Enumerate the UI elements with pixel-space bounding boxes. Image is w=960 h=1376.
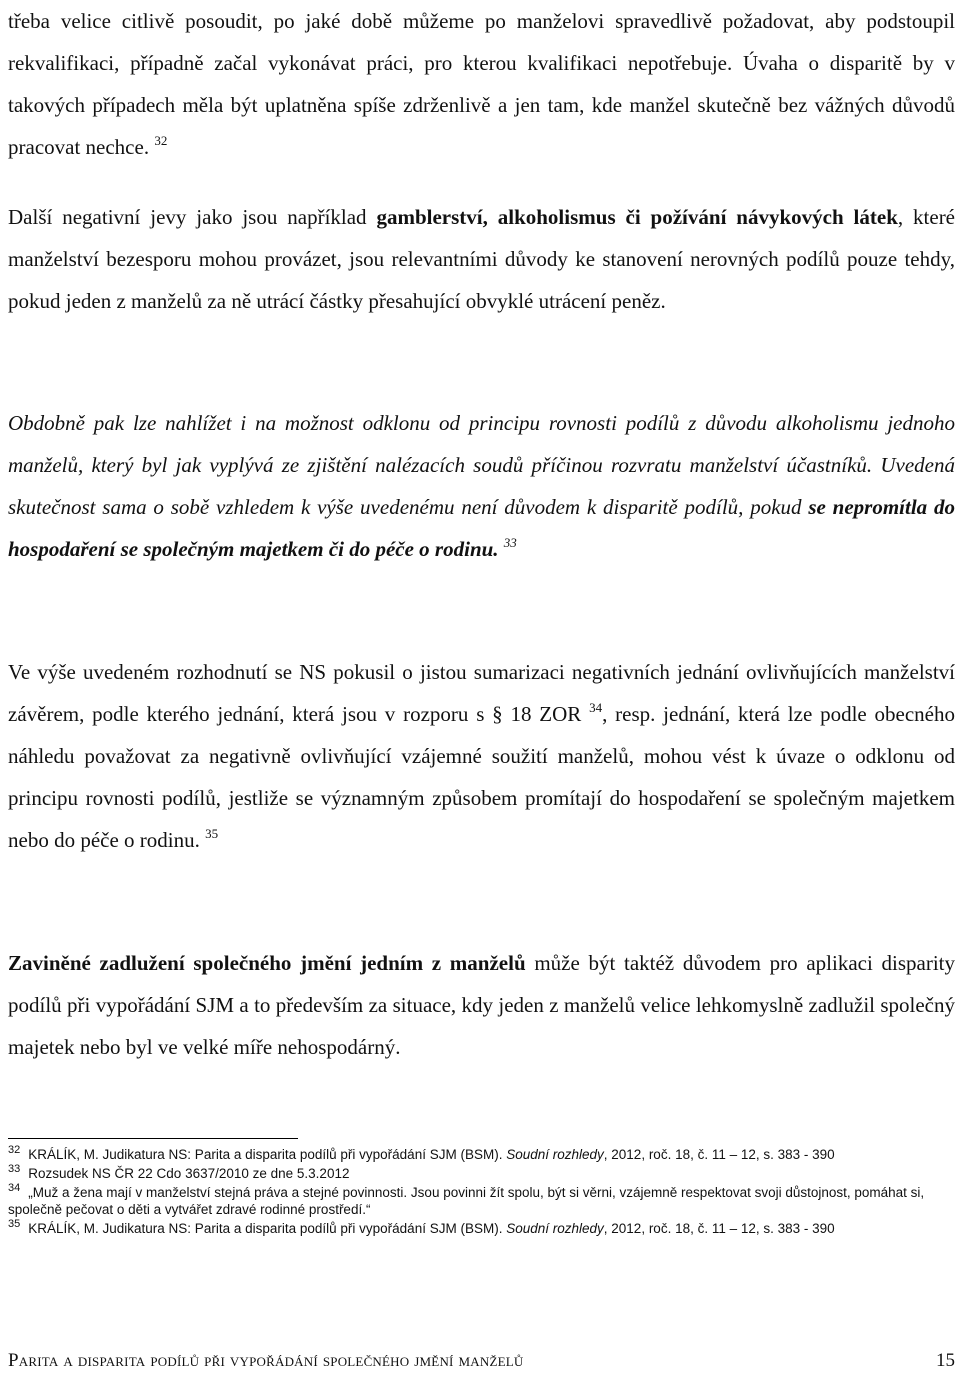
paragraph-2-text-b: , které manželství bezesporu mohou provázet, jsou relevantními důvody ke stanovení nerovných podílů pouze tehdy, pokud jeden z manželů za ně utrácí částky přesahující obvyklé utrácení peněz.: [8, 205, 956, 313]
footnote-separator: [8, 1138, 298, 1139]
footnote-ref-35: 35: [205, 826, 219, 841]
paragraph-3-bold-italic: se nepromítla do hospodaření se společným majetkem či do péče o rodinu.: [8, 495, 955, 561]
paragraph-2-text-a: Další negativní jevy jako jsou například: [8, 205, 377, 229]
footnote-number: 35: [8, 1218, 21, 1230]
footnote-text: KRÁLÍK, M. Judikatura NS: Parita a disparita podílů při vypořádání SJM (BSM).: [28, 1147, 507, 1162]
footnote-ref-33: 33: [503, 535, 517, 550]
footnote-32: [8, 1146, 955, 1163]
page-footer: [8, 1350, 955, 1372]
footnote-33: [8, 1165, 955, 1182]
footnote-ref-34: 34: [589, 700, 603, 715]
paragraph-1: [8, 0, 955, 168]
paragraph-3-italic: Obdobně pak lze nahlížet i na možnost odklonu od principu rovnosti podílů z důvodu alkoholismu jednoho manželů, který byl jak vyplývá ze zjištění nalézacích soudů příčinou rozvratu manželství účastníků. Uvedená skutečnost sama o sobě vzhledem k výše uvedenému není důvodem k disparitě podílů, pokud: [8, 411, 955, 519]
footnote-text: „Muž a žena mají v manželství stejná práva a stejné povinnosti. Jsou povinni žít spolu, být si věrni, vzájemně respektovat svoji důstojnost, pomáhat si, společně pečovat o děti a vytvářet zdravé rodinné prostředí.“: [8, 1185, 925, 1217]
footnote-ref-32: 32: [154, 133, 168, 148]
footnote-35: [8, 1220, 955, 1237]
footer-title: Parita a disparita podílů při vypořádání společného jmění manželů: [8, 1350, 524, 1371]
footnote-34: [8, 1184, 955, 1218]
footnote-journal: Soudní rozhledy: [506, 1221, 604, 1236]
paragraph-5-text: může být taktéž důvodem pro aplikaci disparity podílů při vypořádání SJM a to především za situace, kdy jeden z manželů velice lehkomyslně zadlužil společný majetek nebo byl ve velké míře nehospodárný.: [8, 951, 955, 1059]
paragraph-5: [8, 942, 955, 1068]
paragraph-5-bold: Zaviněné zadlužení společného jmění jedním z manželů: [8, 951, 526, 975]
paragraph-2: [8, 196, 955, 322]
footnotes: [8, 1146, 955, 1239]
paragraph-4: [8, 651, 955, 861]
paragraph-1-text: třeba velice citlivě posoudit, po jaké době můžeme po manželovi spravedlivě požadovat, aby podstoupil rekvalifikaci, případně začal vykonávat práci, pro kterou kvalifikaci nepotřebuje. Úvaha o disparitě by v takových případech měla být uplatněna spíše zdrženlivě a jen tam, kde manžel skutečně bez vážných důvodů pracovat nechce.: [8, 9, 955, 159]
footnote-text-end: , 2012, roč. 18, č. 11 – 12, s. 383 - 390: [603, 1147, 835, 1162]
paragraph-2-bold: gamblerství, alkoholismus či požívání návykových látek: [376, 205, 898, 229]
paragraph-4-text-a: Ve výše uvedeném rozhodnutí se NS pokusil o jistou sumarizaci negativních jednání ovlivňujících manželství závěrem, podle kterého jednání, která jsou v rozporu s § 18 ZOR: [8, 660, 955, 726]
footnote-number: 33: [8, 1163, 21, 1175]
footnote-journal: Soudní rozhledy: [506, 1147, 604, 1162]
page-number: 15: [936, 1350, 955, 1371]
paragraph-3: [8, 402, 955, 570]
footnote-text: Rozsudek NS ČR 22 Cdo 3637/2010 ze dne 5.3.2012: [28, 1166, 350, 1181]
footnote-number: 32: [8, 1144, 21, 1156]
footnote-text: KRÁLÍK, M. Judikatura NS: Parita a disparita podílů při vypořádání SJM (BSM).: [28, 1221, 507, 1236]
footnote-number: 34: [8, 1182, 21, 1194]
paragraph-4-text-b: , resp. jednání, která lze podle obecného náhledu považovat za negativně ovlivňující vzájemné soužití manželů, mohou vést k úvaze o odklonu od principu rovnosti podílů, jestliže se významným způsobem promítají do hospodaření se společným majetkem nebo do péče o rodinu.: [8, 702, 955, 852]
footnote-text-end: , 2012, roč. 18, č. 11 – 12, s. 383 - 390: [603, 1221, 835, 1236]
